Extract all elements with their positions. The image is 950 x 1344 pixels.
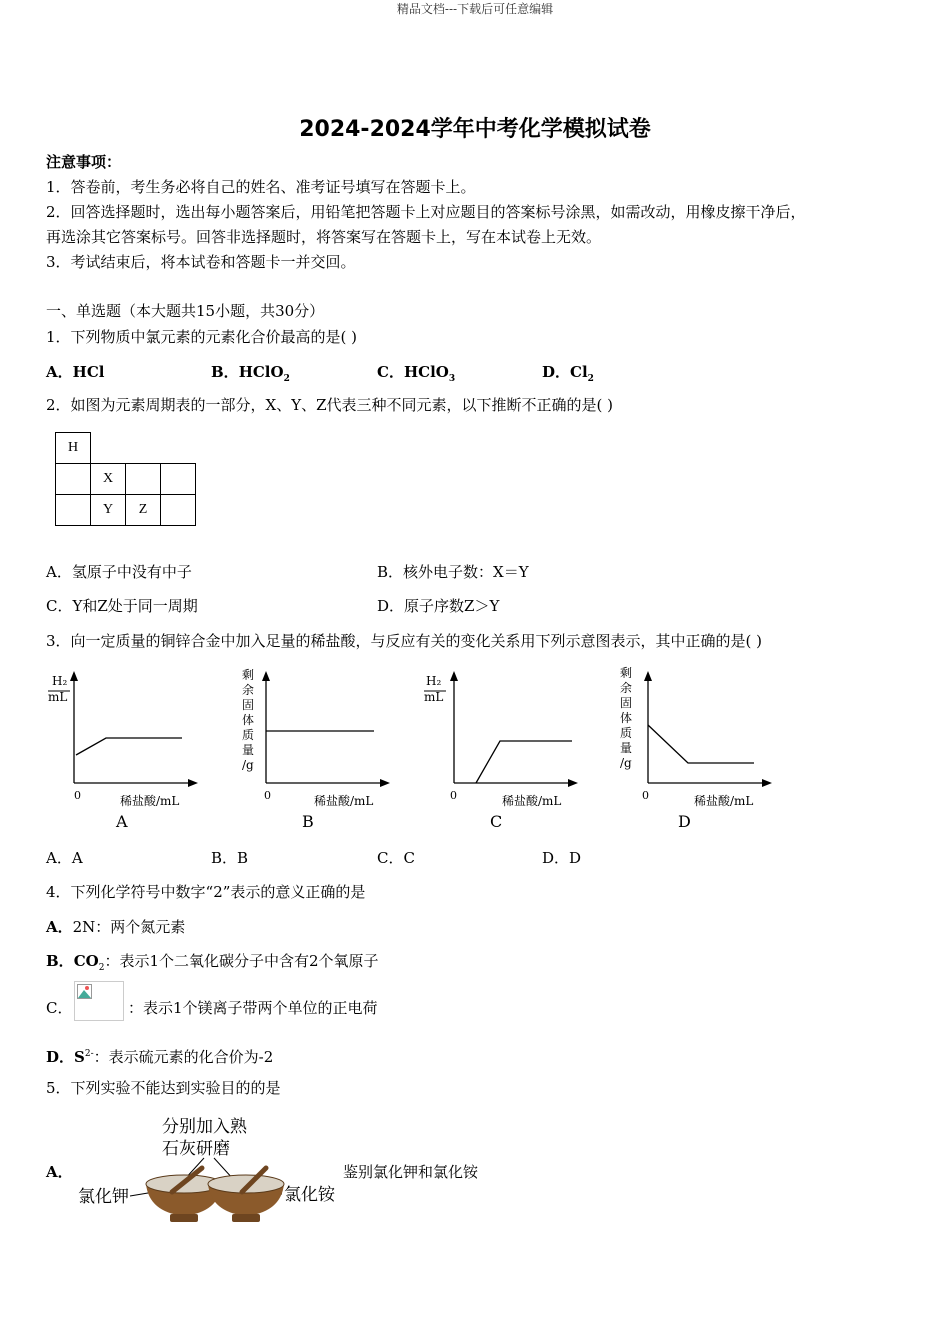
q2-option-c: C．Y和Z处于同一周期 (46, 597, 198, 615)
q1-option-d: D．$Cl_2$ (542, 363, 594, 384)
question-3-stem: 3．向一定质量的铜锌合金中加入足量的稀盐酸，与反应有关的变化关系用下列示意图表示，其中正确的是( ) (46, 632, 763, 650)
figure-label-nh4cl: 氯化铵 (284, 1185, 335, 1205)
section-heading: 一、单选题（本大题共15小题，共30分） (46, 302, 325, 320)
q4-option-a: A．2N：两个氮元素 (46, 918, 186, 936)
graph-b-xlabel: 稀盐酸/mL (314, 794, 374, 808)
figure-caption-line2: 石灰研磨 (162, 1139, 230, 1159)
graph-b-ylabel-5: 质 (242, 728, 255, 742)
graph-b-ylabel-2: 余 (242, 683, 255, 697)
q2-option-a: A．氢原子中没有中子 (46, 563, 192, 581)
notice-item: 再选涂其它答案标号。回答非选择题时，将答案写在答题卡上，写在本试卷上无效。 (46, 228, 602, 246)
notice-heading: 注意事项： (46, 153, 122, 171)
cell-x: X (91, 464, 126, 495)
graph-d-label: D (678, 812, 691, 831)
notice-item: 2．回答选择题时，选出每小题答案后，用铅笔把答题卡上对应题目的答案标号涂黑，如需改动，用橡皮擦干净后， (46, 203, 806, 221)
mortar-experiment-figure (74, 1110, 344, 1230)
q5-option-a: 鉴别氯化钾和氯化铵 (343, 1163, 479, 1181)
graph-b-ylabel-6: 量 (242, 743, 255, 757)
q3-option-b: B．B (211, 849, 249, 867)
graph-a (40, 665, 210, 835)
graph-d-ylabel-2: 余 (620, 681, 633, 695)
graph-b-yunit: /g (242, 758, 254, 772)
graph-d-curve (648, 725, 754, 763)
graph-c-xlabel: 稀盐酸/mL (502, 794, 562, 808)
q2-option-b: B．核外电子数：X＝Y (377, 563, 529, 581)
graph-d-ylabel-6: 量 (620, 741, 633, 755)
q4-option-b: B．$CO_2$：表示1个二氧化碳分子中含有2个氧原子 (46, 952, 379, 973)
q4-option-d: D．$S^{2-}$：表示硫元素的化合价为-2 (46, 1048, 274, 1066)
q1-option-c: C．HClO$_3$ (377, 363, 456, 384)
graph-d-ylabel-1: 剩 (620, 666, 633, 680)
graph-d-ylabel-3: 固 (620, 696, 633, 710)
graph-b-ylabel-4: 体 (242, 713, 255, 727)
figure-caption-line1: 分别加入熟 (162, 1117, 247, 1137)
q4-option-c-label: C． (46, 999, 73, 1017)
question-4-stem: 4．下列化学符号中数字“2”表示的意义正确的是 (46, 883, 366, 901)
graph-a-yunit: mL (48, 690, 68, 704)
periodic-table-fragment (55, 432, 196, 526)
exam-title: 2024-2024学年中考化学模拟试卷 (299, 117, 651, 142)
cell-z: Z (126, 495, 161, 526)
figure-label-kcl: 氯化钾 (78, 1187, 129, 1207)
page-header: 精品文档---下载后可任意编辑 (396, 2, 554, 16)
graph-c-yunit: mL (424, 690, 444, 704)
notice-item: 3．考试结束后，将本试卷和答题卡一并交回。 (46, 253, 356, 271)
graph-d-origin: 0 (642, 789, 649, 802)
q3-option-d: D．D (542, 849, 582, 867)
graph-d-ylabel-5: 质 (620, 726, 633, 740)
graph-a-ylabel: H₂ (52, 674, 68, 688)
graph-c-origin: 0 (450, 789, 457, 802)
q3-option-c: C．C (377, 849, 415, 867)
q4-option-c: ：表示1个镁离子带两个单位的正电荷 (128, 999, 378, 1017)
graph-d-xlabel: 稀盐酸/mL (694, 794, 754, 808)
broken-image-icon (74, 981, 124, 1021)
graph-b-ylabel-3: 固 (242, 698, 255, 712)
graph-b-label: B (302, 812, 314, 831)
q1-option-b: B．HClO$_2$ (211, 363, 290, 384)
mortar-right (208, 1168, 284, 1222)
graph-b-ylabel-1: 剩 (242, 668, 255, 682)
cell-h: H (56, 433, 91, 464)
question-1-stem: 1．下列物质中氯元素的元素化合价最高的是( ) (46, 328, 358, 346)
graph-c-label: C (490, 812, 503, 831)
q5-option-a-label: A． (46, 1163, 73, 1181)
graph-a-label: A (116, 812, 128, 831)
q3-option-a: A．A (46, 849, 83, 867)
notice-item: 1．答卷前，考生务必将自己的姓名、准考证号填写在答题卡上。 (46, 178, 476, 196)
graph-d-yunit: /g (620, 756, 632, 770)
graph-d (612, 665, 782, 835)
cell-y: Y (91, 495, 126, 526)
question-5-stem: 5．下列实验不能达到实验目的的是 (46, 1079, 281, 1097)
graph-b-origin: 0 (264, 789, 271, 802)
mortar-left (146, 1168, 222, 1222)
graph-c (418, 665, 588, 835)
graph-c-ylabel: H₂ (426, 674, 442, 688)
graph-a-origin: 0 (74, 789, 81, 802)
graph-c-curve (476, 741, 572, 783)
question-2-stem: 2．如图为元素周期表的一部分，X、Y、Z代表三种不同元素，以下推断不正确的是( ) (46, 396, 614, 414)
graph-a-xlabel: 稀盐酸/mL (120, 794, 180, 808)
graph-a-curve (76, 738, 182, 755)
q1-option-a: A．HCl (46, 363, 105, 381)
graph-b (232, 665, 402, 835)
q2-option-d: D．原子序数Z＞Y (377, 597, 500, 615)
graph-d-ylabel-4: 体 (620, 711, 633, 725)
